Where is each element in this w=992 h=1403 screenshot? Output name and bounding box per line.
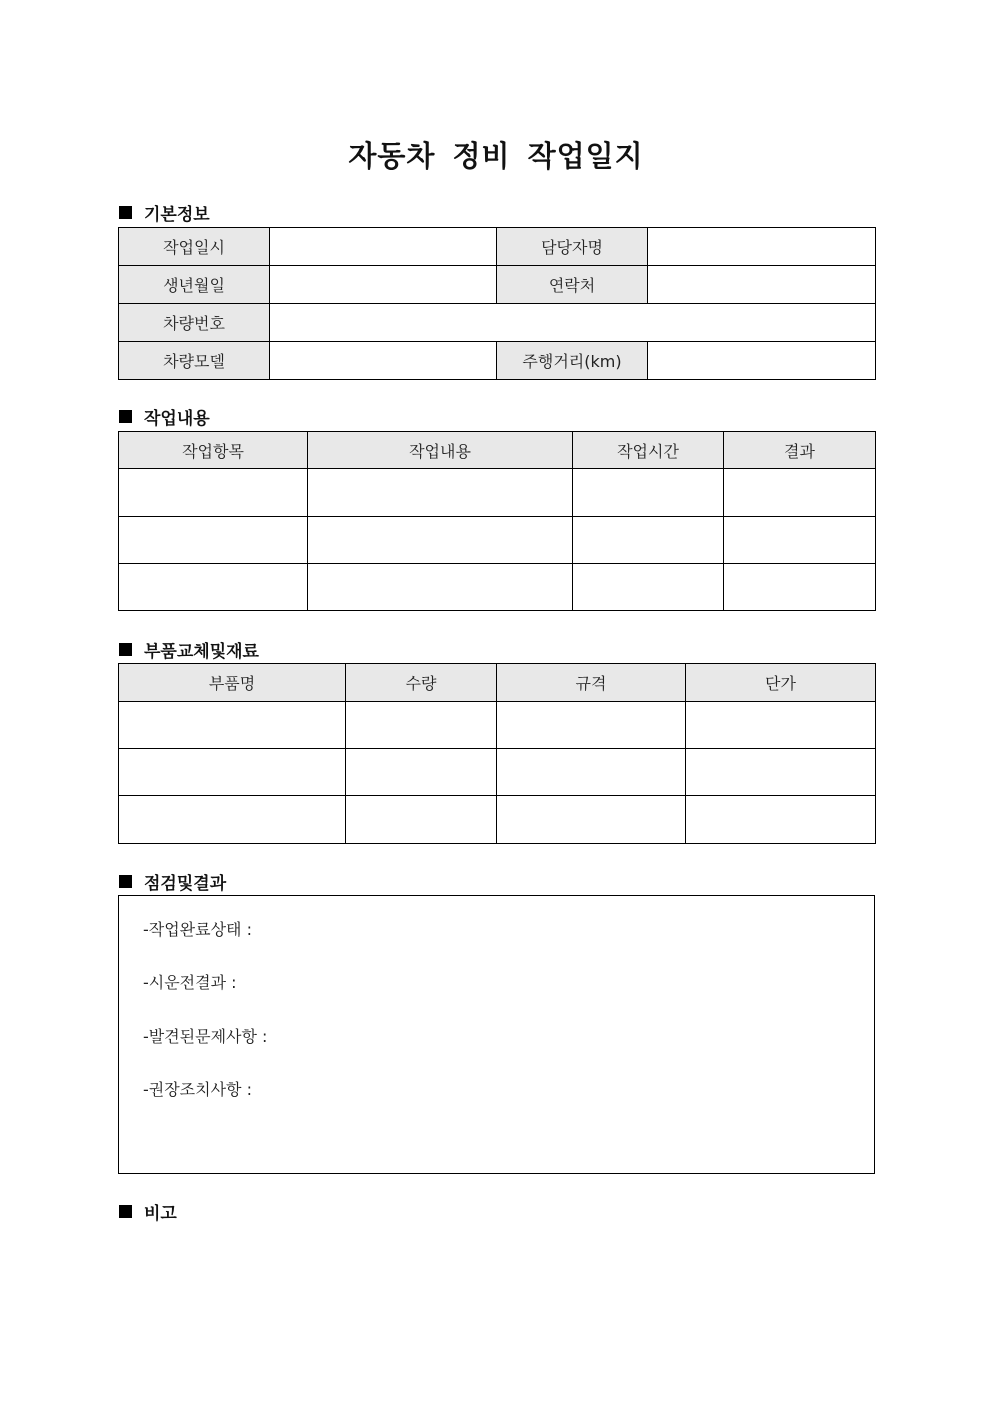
work-table [118,431,876,611]
section-heading-label: 작업내용 [144,409,210,429]
table-row [119,702,876,749]
table-row [119,796,876,844]
technician-name-field[interactable] [648,228,876,266]
vehicle-model-field[interactable] [270,342,497,380]
mileage-field[interactable] [648,342,876,380]
table-cell[interactable] [308,469,573,517]
table-cell[interactable] [686,749,876,796]
table-cell[interactable] [119,796,346,844]
inspection-line-test-drive-result: -시운전결과 : [143,973,237,992]
parts-table [118,663,876,844]
table-row [119,266,876,304]
column-header: 부품명 [119,664,346,702]
square-bullet-icon [119,206,132,219]
table-cell[interactable] [686,796,876,844]
table-row [119,304,876,342]
section-heading-parts [119,637,259,662]
table-cell[interactable] [497,749,686,796]
table-cell[interactable] [497,796,686,844]
inspection-line-recommended-actions: -권장조치사항 : [143,1080,252,1099]
column-header: 작업항목 [119,432,308,469]
section-heading-label: 비고 [144,1204,177,1224]
table-row [119,469,876,517]
table-cell[interactable] [119,517,308,564]
table-row [119,517,876,564]
vehicle-number-field[interactable] [270,304,876,342]
table-cell[interactable] [119,702,346,749]
table-cell[interactable] [686,702,876,749]
label-work-datetime: 작업일시 [119,228,270,266]
table-cell[interactable] [346,749,497,796]
square-bullet-icon [119,1205,132,1218]
label-birthdate: 생년월일 [119,266,270,304]
section-heading-inspection [119,869,226,894]
column-header: 작업시간 [573,432,724,469]
table-row [119,749,876,796]
table-header-row [119,432,876,469]
table-cell[interactable] [573,469,724,517]
column-header: 규격 [497,664,686,702]
table-header-row [119,664,876,702]
section-heading-work [119,404,210,429]
square-bullet-icon [119,410,132,423]
label-technician-name: 담당자명 [497,228,648,266]
basic-info-table [118,227,876,380]
table-cell[interactable] [724,564,876,611]
inspection-box[interactable] [118,895,875,1174]
work-datetime-field[interactable] [270,228,497,266]
table-cell[interactable] [119,469,308,517]
table-row [119,228,876,266]
column-header: 단가 [686,664,876,702]
label-mileage: 주행거리(km) [497,342,648,380]
label-vehicle-model: 차량모델 [119,342,270,380]
contact-field[interactable] [648,266,876,304]
table-cell[interactable] [346,796,497,844]
table-cell[interactable] [573,517,724,564]
column-header: 작업내용 [308,432,573,469]
label-vehicle-number: 차량번호 [119,304,270,342]
table-cell[interactable] [724,517,876,564]
section-heading-basic-info [119,200,210,225]
table-cell[interactable] [308,517,573,564]
section-heading-label: 기본정보 [144,205,210,225]
table-cell[interactable] [308,564,573,611]
table-cell[interactable] [119,749,346,796]
table-row [119,342,876,380]
inspection-line-issues-found: -발견된문제사항 : [143,1027,268,1046]
section-heading-label: 점검및결과 [144,874,227,894]
square-bullet-icon [119,643,132,656]
column-header: 수량 [346,664,497,702]
square-bullet-icon [119,875,132,888]
table-cell[interactable] [724,469,876,517]
inspection-line-completion-status: -작업완료상태 : [143,920,252,939]
document-title: 자동차 정비 작업일지 [348,139,644,173]
section-heading-label: 부품교체및재료 [144,642,259,662]
table-cell[interactable] [346,702,497,749]
column-header: 결과 [724,432,876,469]
table-cell[interactable] [573,564,724,611]
birthdate-field[interactable] [270,266,497,304]
label-contact: 연락처 [497,266,648,304]
table-row [119,564,876,611]
table-cell[interactable] [497,702,686,749]
section-heading-remarks [119,1199,177,1224]
table-cell[interactable] [119,564,308,611]
